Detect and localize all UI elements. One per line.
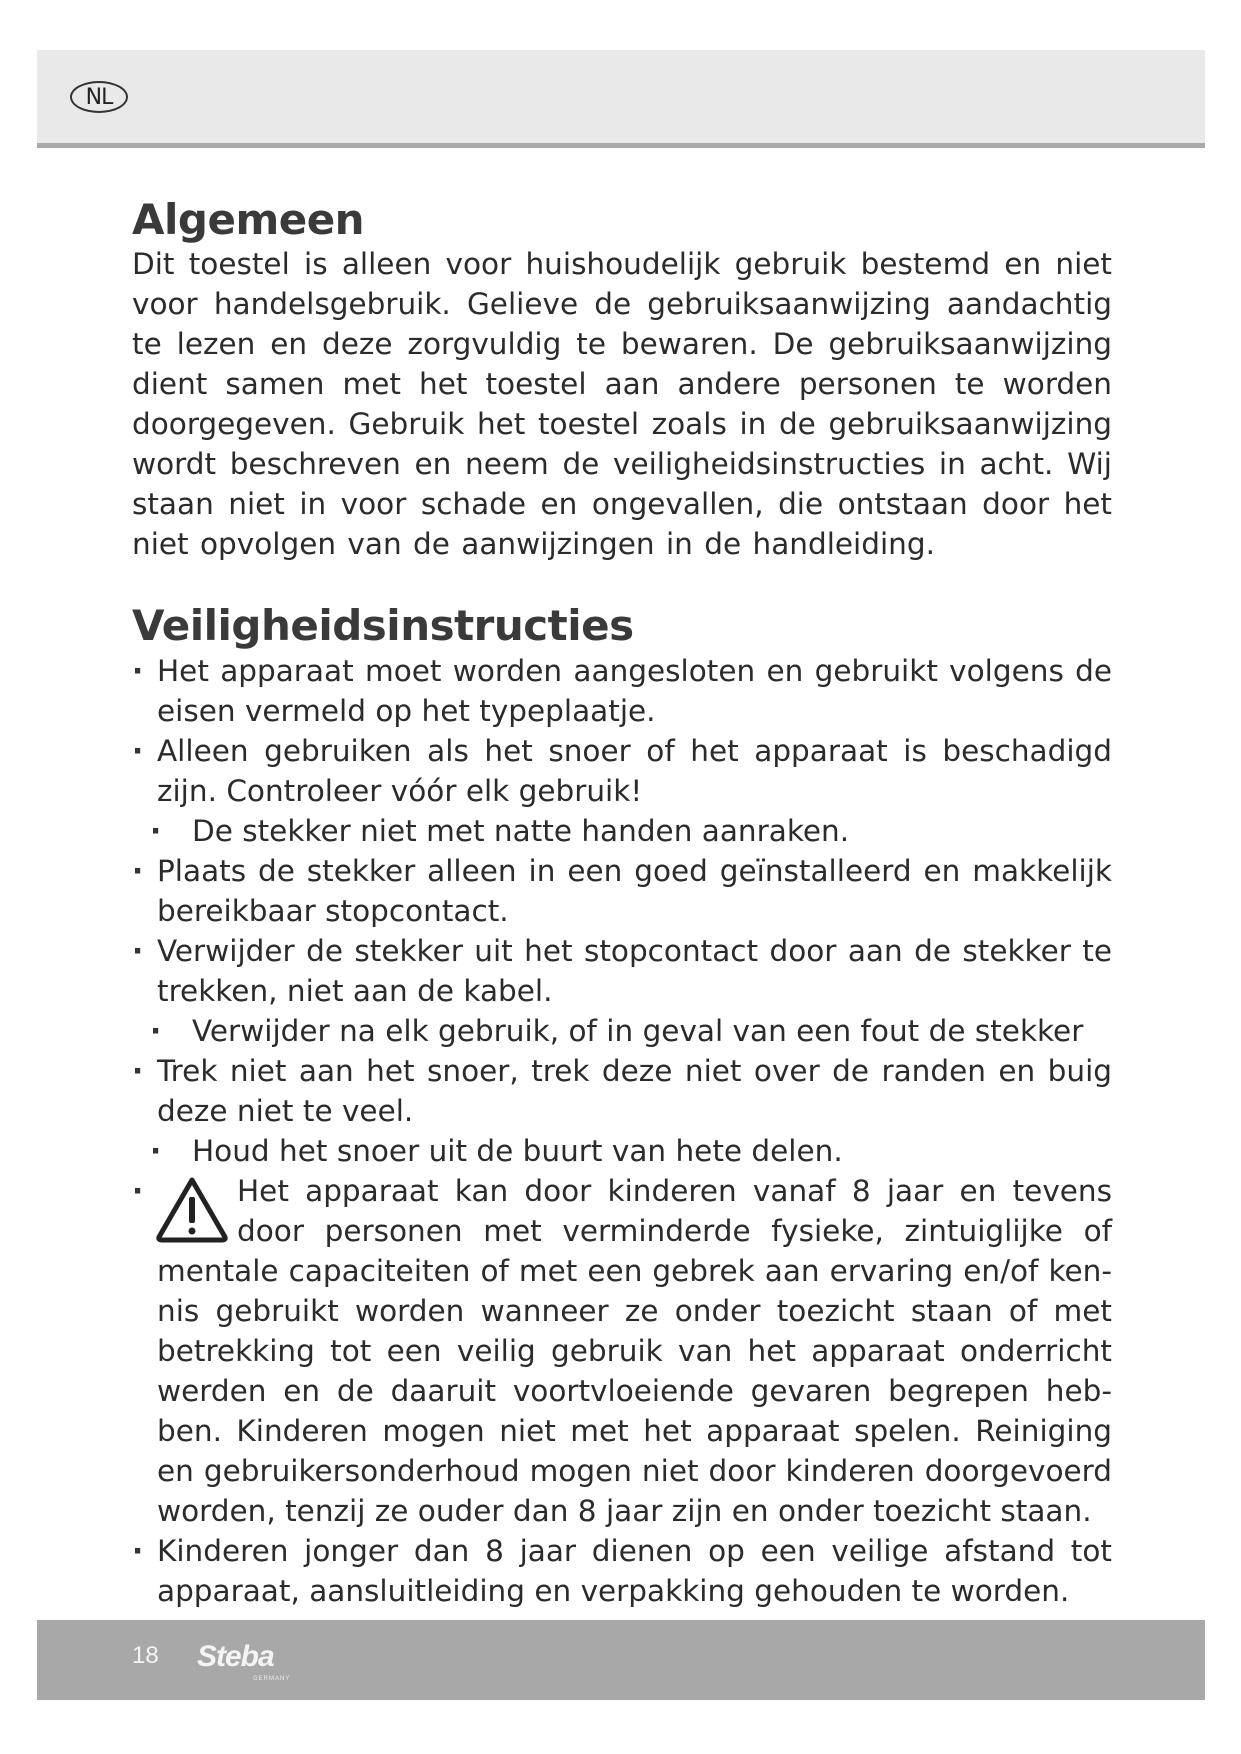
warning-text: Het apparaat kan door kinderen vanaf 8 jaar en tevens door personen met verminderde fysieke, zintuiglijke of mentale capaciteiten of met een gebrek aan ervaring en/of ken-nis gebruikt worden wanneer ze onder toezicht staan of met betrekking tot een veilig gebruik van het apparaat onderricht werden en de daaruit voortvloeiende gevaren begrepen heb-ben. Kinderen mogen niet met het apparaat spelen. Reiniging en gebruikersonderhoud mogen niet door kinderen doorgevoerd worden, tenzij ze ouder dan 8 jaar zijn en onder toezicht staan.	[157, 1173, 1112, 1528]
list-item: · Houd het snoer uit de buurt van hete delen.	[132, 1131, 1112, 1171]
list-item: · Kinderen jonger dan 8 jaar dienen op een veilige afstand tot apparaat, aansluitleiding en verpakking gehouden te worden.	[132, 1531, 1112, 1611]
header-band	[37, 50, 1205, 148]
list-item: · De stekker niet met natte handen aanraken.	[132, 811, 1112, 851]
section-title-safety: Veiligheidsinstructies	[132, 601, 634, 651]
general-paragraph: Dit toestel is alleen voor huishoudelijk gebruik bestemd en niet voor handelsgebruik. Gelieve de gebruiksaanwijzing aandachtig te lezen en deze zorgvuldig te bewaren. De gebruiksaanwijzing dient samen met het toestel aan andere personen te worden doorgegeven. Gebruik het toestel zoals in de gebruiksaanwijzing wordt beschreven en neem de veiligheidsinstructies in acht. Wij staan niet in voor schade en ongevallen, die ontstaan door het niet opvolgen van de aanwijzingen in de handleiding.	[132, 247, 1112, 562]
language-badge: NL	[70, 81, 128, 113]
page-number: 18	[132, 1642, 159, 1669]
list-item: · Alleen gebruiken als het snoer of het apparaat is beschadigd zijn. Controleer vóór elk gebruik!	[132, 731, 1112, 811]
footer-band	[37, 1620, 1205, 1700]
brand-logo: Steba	[197, 1640, 274, 1673]
list-item: · Trek niet aan het snoer, trek deze niet over de randen en buig deze niet te veel.	[132, 1051, 1112, 1131]
warning-triangle-icon	[155, 1175, 229, 1243]
list-item: · Het apparaat moet worden aangesloten en gebruikt volgens de eisen vermeld op het typeplaatje.	[132, 651, 1112, 731]
list-item-warning	[132, 1171, 1112, 1531]
section-title-general: Algemeen	[132, 195, 365, 244]
main-content	[132, 196, 1112, 1611]
list-item: · Verwijder de stekker uit het stopcontact door aan de stekker te trekken, niet aan de kabel.	[132, 931, 1112, 1011]
list-item: · Verwijder na elk gebruik, of in geval van een fout de stekker	[132, 1011, 1112, 1051]
brand-tagline: GERMANY	[253, 1676, 291, 1682]
safety-list	[132, 651, 1112, 1611]
list-item: · Plaats de stekker alleen in een goed geïnstalleerd en makkelijk bereikbaar stopcontact.	[132, 851, 1112, 931]
